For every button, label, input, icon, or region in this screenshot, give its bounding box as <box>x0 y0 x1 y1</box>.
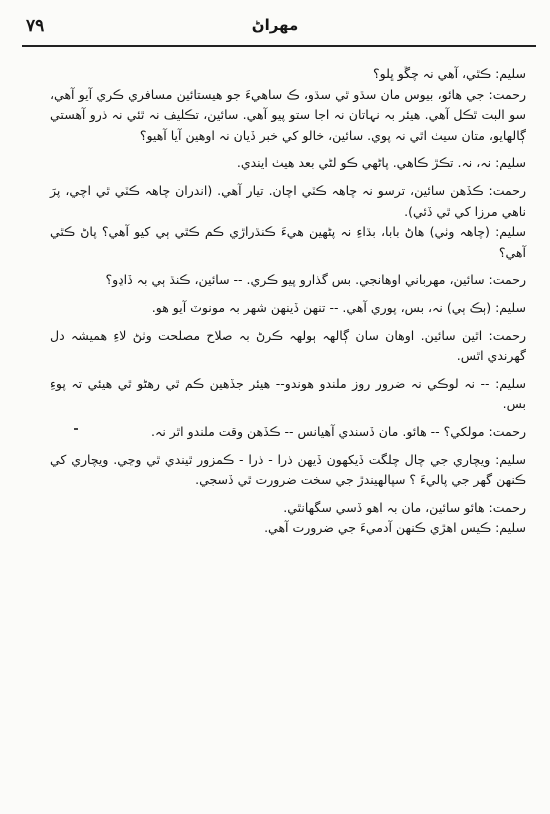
dialogue-line: سليم: (ٻڪ ٻي) نہ، بس، پوري آهي. -- تنهن ڏينهن شهر بہ مونوٽ آيو هو. <box>151 299 526 315</box>
dialogue-line: رحمت: جي هائو، بيوس مان سڌو ٿي سڌو، ڪ ساهيءَ جو هيستائين مسافري ڪري آيو آهي، سو البت ٿڪل آهي. هيئر بہ نہاتان نہ اجا ستو پيو آهي. سائين، تڪليف نہ ٿئي نہ ذرو آهستي ڳالهايو، متان سيٺ اٿي نہ پوي. سائين، خالو کي خبر ڏيان نہ اوهين آيا آهيو؟ <box>50 86 526 143</box>
dialogue-line: سليم: ڪٿي، آهي نہ چڱو ڀلو؟ <box>373 66 526 81</box>
dialogue-line: رحمت: مولکي؟ -- هائو. مان ڏسندي آهيانس -- ڪڏهن وقت ملندو اٿر نہ. <box>151 423 526 439</box>
dialogue-line: رحمت: اٿين سائين. اوهان سان ڳالهہ ٻولهہ ڪرڻ بہ صلاح مصلحت وٺڻ لاءِ هميشہ دل گهرندي اٿس. <box>50 327 526 364</box>
page-header <box>26 16 524 42</box>
dialogue-line: سليم: ڪيس اهڙي ڪنهن آدميءَ جي ضرورت آهي. <box>264 520 526 536</box>
dialogue-line: رحمت: سائين، مهرباني اوهانجي. بس گذارو پيو ڪري. -- سائين، ڪنڌ ٻي بہ ڏاڍو؟ <box>105 272 526 288</box>
running-title: مهراڻ <box>251 16 299 34</box>
dialogue-line: سليم: نہ، نہ. تڪڙ ڪاهي. پاڻهي ڪو لڻي بعد هيٺ ايندي. <box>236 155 526 171</box>
dialogue-line: رحمت: هائو سائين، مان بہ اهو ڏسي سگهانٿي. <box>283 499 526 515</box>
dialogue-line: سليم: -- نہ لوڪي نہ ضرور روز ملندو هوندو-- هيئر جڏهين ڪم ٿي رهڻو ٿي هيئي تہ پوءِ بس. <box>50 375 526 412</box>
dialogue-line: سليم: ويچاري جي چال چلگت ڏيکهون ڏيهن ذرا - ذرا - ڪمزور ٿيندي ٿي وڃي. ويچاري کي ڪنهن گهر جي پاليءَ ؟ سپالهيندڙ جي سخت ضرورت ٿي ڏسجي. <box>50 451 526 488</box>
dialogue-line: سليم: (چاهہ وٺي) هاڻ بابا، بڌاءِ نہ پڻهين هيءَ ڪنڌراڙي ڪم ڪٿي ٻي کيو آهي؟ پاڻ ڪٿي آهي؟ <box>50 224 526 260</box>
header-rule <box>22 45 536 47</box>
page-number: ٧٩ <box>26 16 45 36</box>
dialogue-body <box>50 64 526 539</box>
dialogue-line: رحمت: ڪڏهن سائين، ترسو نہ چاهہ ڪٽي اچان. تيار آهي. (اندران چاهہ ڪٽي ٿي اچي، پرَ ناهي مرزا کي ٿي ڏئي). <box>50 182 526 219</box>
